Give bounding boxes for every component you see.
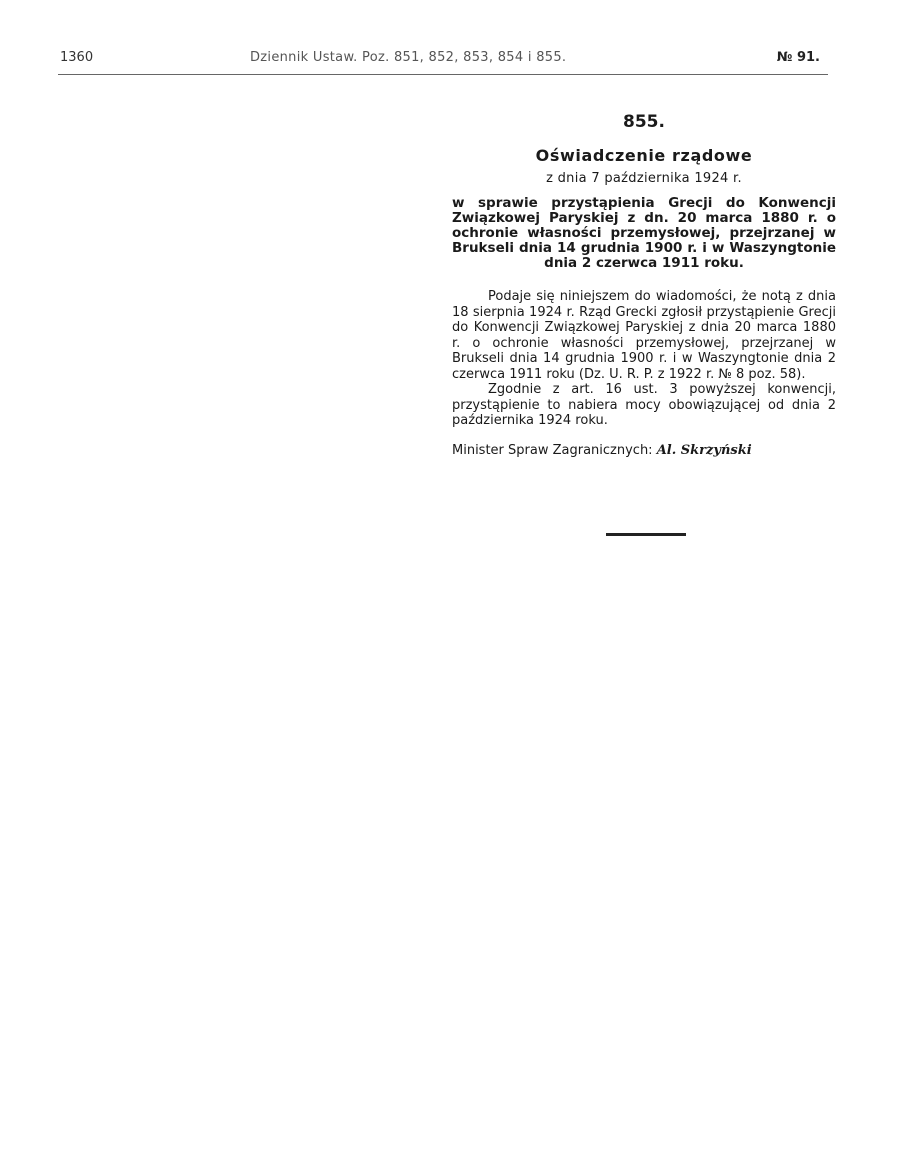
running-title: Dziennik Ustaw. Poz. 851, 852, 853, 854 i 855. [250,50,567,65]
item-number: 855. [623,112,665,132]
document-date: z dnia 7 października 1924 r. [546,171,742,186]
document-title: Oświadczenie rządowe [535,146,753,165]
page-number: 1360 [60,50,94,65]
end-divider [606,533,686,536]
body-paragraph: Podaje się niniejszem do wiadomości, że notą z dnia 18 sierpnia 1924 r. Rząd Grecki zgłosił przystąpienie Grecji do Konwencji Związkowej Paryskiej z dnia 20 marca 1880 r. o ochronie własności przemysłowej, przejrzanej w Brukseli dnia 14 grudnia 1900 r. i w Waszyngtonie dnia 2 czerwca 1911 roku (Dz. U. R. P. z 1922 r. № 8 poz. 58). [452,289,836,382]
document-subject: w sprawie przystąpienia Grecji do Konwencji Związkowej Paryskiej z dn. 20 marca 1880 r. o ochronie własności przemysłowej, przejrzanej w Brukseli dnia 14 grudnia 1900 r. i w Waszyngtonie dnia 2 czerwca 1911 roku. [452,195,836,271]
signature-role: Minister Spraw Zagranicznych: [452,442,653,458]
page-header [60,50,840,72]
signature-line [452,443,836,459]
issue-number: № 91. [776,50,820,65]
header-divider [58,74,828,75]
body-paragraph: Zgodnie z art. 16 ust. 3 powyższej konwencji, przystąpienie to nabiera mocy obowiązującej od dnia 2 października 1924 roku. [452,382,836,428]
signature-name: Al. Skrzyński [656,442,752,458]
document-column [452,112,836,459]
